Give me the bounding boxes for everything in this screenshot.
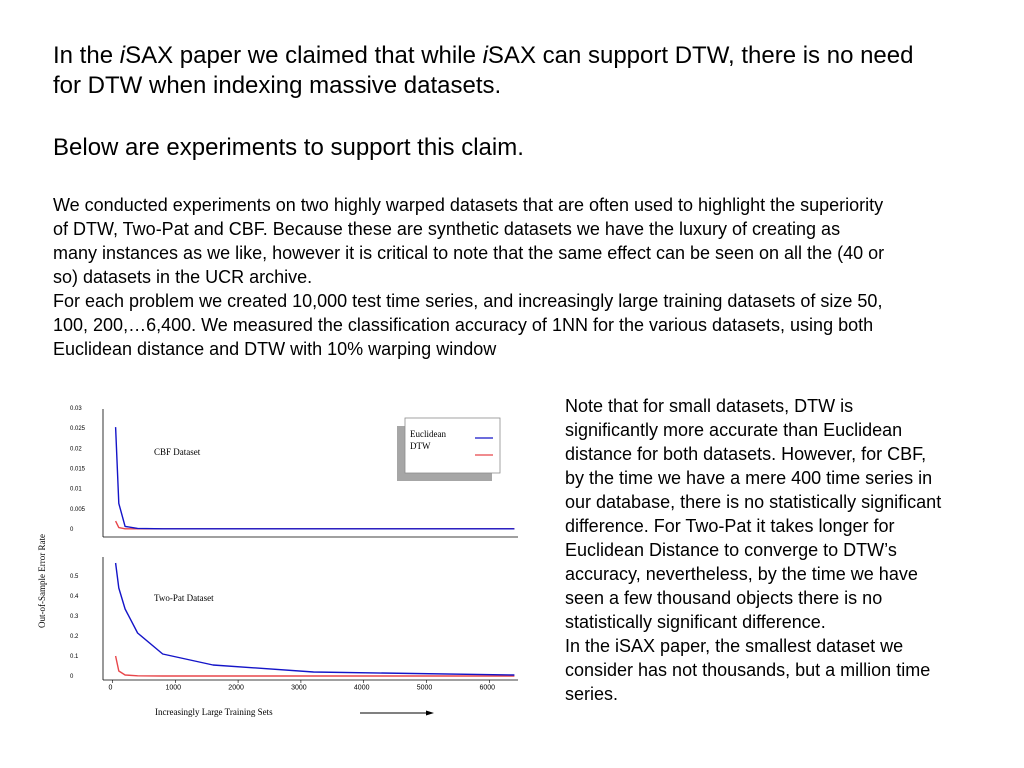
note-line: difference. For Two-Pat it takes longer for bbox=[565, 516, 895, 536]
legend-label-dtw: DTW bbox=[410, 441, 431, 451]
experiment-description bbox=[53, 193, 884, 361]
twopat-x-tick-label: 5000 bbox=[416, 684, 433, 692]
cbf-y-tick-label: 0.005 bbox=[70, 506, 86, 513]
note-line: our database, there is no statistically significant bbox=[565, 492, 942, 512]
x-axis-title: Increasingly Large Training Sets bbox=[155, 707, 273, 717]
note-line: by the time we have a mere 400 time series in bbox=[565, 468, 933, 488]
twopat-y-tick-label: 0.2 bbox=[70, 634, 79, 640]
intro-line: of DTW, Two-Pat and CBF. Because these are synthetic datasets we have the luxury of creating as bbox=[53, 219, 841, 239]
twopat-dataset-label: Two-Pat Dataset bbox=[154, 593, 214, 603]
twopat-x-tick-label: 3000 bbox=[291, 684, 307, 692]
twopat-y-tick-label: 0 bbox=[70, 674, 74, 680]
cbf-y-tick-label: 0.015 bbox=[70, 466, 86, 473]
arrow-right-icon bbox=[426, 711, 434, 716]
twopat-x-tick-label: 0 bbox=[108, 684, 113, 692]
twopat-dtw-line bbox=[116, 656, 515, 676]
closing-line: consider has not thousands, but a million time bbox=[565, 660, 931, 680]
legend-label-euclidean: Euclidean bbox=[410, 429, 446, 439]
closing-line: series. bbox=[565, 684, 619, 704]
heading-italic-i: i bbox=[482, 42, 488, 69]
note-line: seen a few thousand objects there is no bbox=[565, 588, 883, 608]
note-line: significantly more accurate than Euclidean bbox=[565, 420, 903, 440]
twopat-y-tick-label: 0.1 bbox=[70, 654, 79, 660]
twopat-euclidean-line bbox=[116, 563, 515, 675]
slide-heading bbox=[53, 41, 913, 101]
closing-line: In the iSAX paper, the smallest dataset we bbox=[565, 636, 904, 656]
note-line: Euclidean Distance to converge to DTW’s bbox=[565, 540, 897, 560]
intro-line: many instances as we like, however it is critical to note that the same effect can be seen on all the (40 or bbox=[53, 243, 885, 263]
twopat-x-tick-label: 2000 bbox=[228, 684, 244, 692]
heading-text-segment: In the bbox=[53, 42, 120, 69]
results-note bbox=[565, 394, 941, 706]
method-line: For each problem we created 10,000 test time series, and increasingly large training datasets of size 50, bbox=[53, 291, 883, 311]
heading-line-1 bbox=[53, 41, 913, 71]
cbf-y-tick-label: 0.02 bbox=[70, 446, 82, 453]
heading-italic-i: i bbox=[119, 42, 126, 69]
cbf-y-tick-label: 0.025 bbox=[70, 426, 86, 433]
method-line: Euclidean distance and DTW with 10% warping window bbox=[53, 339, 497, 359]
y-axis-title: Out-of-Sample Error Rate bbox=[37, 534, 47, 628]
note-line: distance for both datasets. However, for CBF, bbox=[565, 444, 927, 464]
twopat-x-tick-label: 1000 bbox=[165, 684, 182, 692]
intro-line: We conducted experiments on two highly warped datasets that are often used to highlight the superiority bbox=[53, 195, 884, 215]
twopat-x-tick-label: 4000 bbox=[353, 684, 370, 692]
cbf-dtw-line bbox=[116, 521, 515, 529]
twopat-y-tick-label: 0.5 bbox=[70, 574, 79, 580]
twopat-x-tick-label: 6000 bbox=[479, 684, 496, 692]
note-line: accuracy, nevertheless, by the time we have bbox=[565, 564, 918, 584]
cbf-y-tick-label: 0 bbox=[70, 527, 74, 533]
twopat-y-tick-label: 0.4 bbox=[70, 594, 79, 600]
twopat-y-tick-label: 0.3 bbox=[70, 614, 79, 620]
error-rate-figure bbox=[30, 395, 540, 730]
intro-line: so) datasets in the UCR archive. bbox=[53, 267, 313, 287]
method-line: 100, 200,…6,400. We measured the classification accuracy of 1NN for the various datasets, using both bbox=[53, 315, 874, 335]
note-line: statistically significant difference. bbox=[565, 612, 826, 632]
cbf-dataset-label: CBF Dataset bbox=[154, 447, 201, 457]
slide-subheading: Below are experiments to support this claim. bbox=[53, 134, 524, 161]
cbf-y-tick-label: 0.01 bbox=[70, 486, 82, 493]
heading-text-segment: SAX paper we claimed that while bbox=[125, 42, 483, 69]
note-line: Note that for small datasets, DTW is bbox=[565, 396, 854, 416]
cbf-y-tick-label: 0.03 bbox=[70, 406, 82, 412]
heading-line-2: for DTW when indexing massive datasets. bbox=[53, 72, 502, 99]
heading-text-segment: SAX can support DTW, there is no need bbox=[487, 42, 914, 69]
